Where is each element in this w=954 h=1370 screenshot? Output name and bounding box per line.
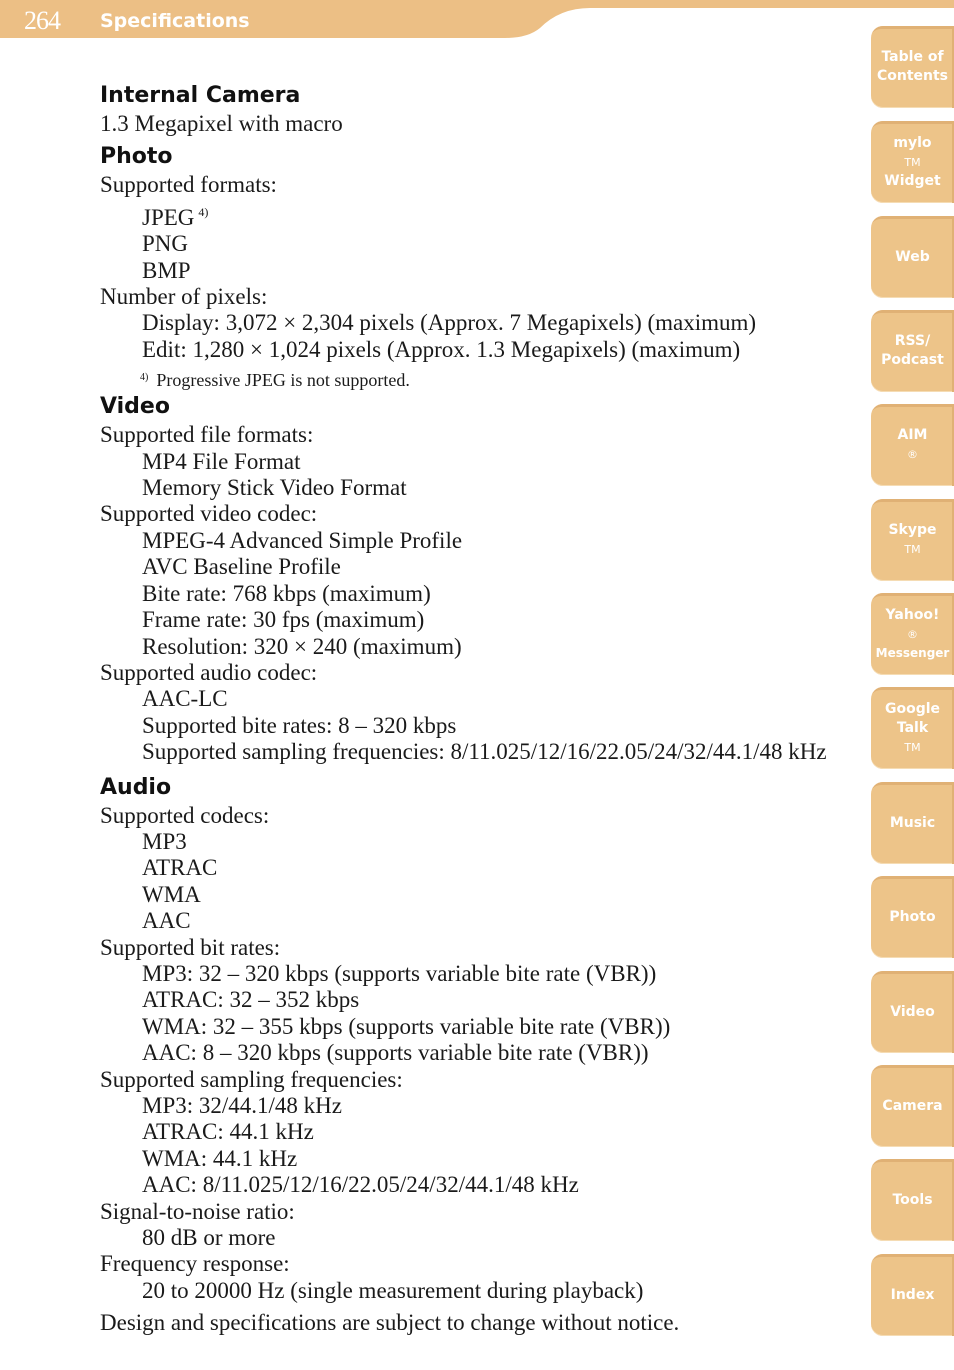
tab-photo[interactable] [871,876,954,958]
audio-bit-rates-label: Supported bit rates: [100,934,281,960]
audio-sampling-item: AAC: 8/11.025/12/16/22.05/24/32/44.1/48 kHz [142,1172,579,1198]
tab-music[interactable] [871,782,954,864]
tab-label: Table of [881,49,944,65]
video-file-format: MP4 File Format [142,448,301,474]
tab-skype[interactable] [871,499,954,581]
tab-label: Podcast [881,352,944,368]
photo-format-jpeg [100,199,860,231]
video-codec-item: Bite rate: 768 kbps (maximum) [142,580,431,606]
tab-label: Music [889,814,936,831]
spec-content [100,80,860,1337]
audio-freq-value: 20 to 20000 Hz (single measurement during playback) [142,1277,644,1303]
photo-pixels-display: Display: 3,072 × 2,304 pixels (Approx. 7 Megapixels) (maximum) [142,310,757,336]
photo-formats-label: Supported formats: [100,172,277,198]
tab-video[interactable] [871,971,954,1053]
video-codec-item: Frame rate: 30 fps (maximum) [142,607,425,633]
tab-label: Tools [892,1191,933,1208]
audio-freq-label: Frequency response: [100,1251,290,1277]
audio-sampling-item: MP3: 32/44.1/48 kHz [142,1093,342,1118]
audio-codec-item: WMA [142,881,201,907]
tab-label: Contents [876,68,949,84]
video-file-formats-label: Supported file formats: [100,422,314,448]
video-codec-item: AVC Baseline Profile [142,554,341,580]
audio-bit-rate-item: WMA: 32 – 355 kbps (supports variable bite rate (VBR)) [142,1013,671,1039]
tab-table-of-contents[interactable] [871,26,954,108]
heading-video: Video [100,394,170,420]
footnote-mark: 4) [140,372,149,384]
trademark-mark: TM [904,543,921,556]
notice-text: Design and specifications are subject to change without notice. [100,1310,680,1336]
footnote-text: Progressive JPEG is not supported. [156,370,410,391]
tab-label: Video [890,1003,935,1020]
tab-label: mylo [893,134,932,151]
registered-mark: ® [906,627,918,641]
tab-label: Index [890,1286,935,1303]
tab-camera[interactable] [871,1065,954,1147]
tab-label: Widget [884,172,941,189]
tab-yahoo-messenger[interactable] [871,593,954,675]
trademark-mark: TM [904,740,921,754]
tab-web[interactable] [871,216,954,298]
photo-pixels-edit: Edit: 1,280 × 1,024 pixels (Approx. 1.3 Megapixels) (maximum) [142,336,741,362]
camera-spec: 1.3 Megapixel with macro [100,111,343,136]
video-codec-item: MPEG-4 Advanced Simple Profile [142,527,463,553]
tab-label: Yahoo! [885,606,940,623]
audio-codec-item: ATRAC [142,855,218,881]
tab-index[interactable] [871,1254,954,1336]
audio-codec-item: AAC [142,908,191,934]
trademark-mark: TM [904,155,921,169]
photo-format-bmp: BMP [142,257,191,283]
video-file-format: Memory Stick Video Format [142,475,407,501]
audio-sampling-label: Supported sampling frequencies: [100,1066,403,1092]
footnote-reference[interactable]: 4) [198,204,209,219]
video-audio-codec-item: Supported sampling frequencies: 8/11.025/12/16/22.05/24/32/44.1/48 kHz [142,739,827,765]
photo-format-png: PNG [142,231,189,257]
tab-aim[interactable] [871,404,954,486]
heading-photo: Photo [100,144,173,170]
photo-pixels-label: Number of pixels: [100,284,268,310]
video-codec-item: Resolution: 320 × 240 (maximum) [142,633,462,659]
tab-rss-podcast[interactable] [871,310,954,392]
tab-label: Web [895,248,930,265]
heading-internal-camera: Internal Camera [100,83,301,108]
audio-snr-value: 80 dB or more [142,1225,276,1251]
registered-mark: ® [906,448,918,461]
header-band [0,0,954,40]
photo-format-jpeg-text: JPEG [142,204,195,230]
tab-label: AIM [897,427,928,443]
tab-mylo-widget[interactable] [871,121,954,203]
tab-label: Talk [896,719,929,736]
video-audio-codec-label: Supported audio codec: [100,659,318,685]
footnote [100,365,860,393]
audio-bit-rate-item: ATRAC: 32 – 352 kbps [142,987,360,1013]
audio-bit-rate-item: MP3: 32 – 320 kbps (supports variable bite rate (VBR)) [142,960,657,986]
tab-google-talk[interactable] [871,687,954,769]
tab-label: Google [884,700,941,717]
audio-sampling-item: WMA: 44.1 kHz [142,1145,298,1171]
video-audio-codec-item: Supported bite rates: 8 – 320 kbps [142,712,457,738]
audio-codec-item: MP3 [142,828,187,854]
tab-label: Messenger [875,645,950,660]
video-codec-label: Supported video codec: [100,501,318,527]
tab-label: Skype [888,522,937,538]
tab-label: RSS/ [894,333,931,349]
audio-bit-rate-item: AAC: 8 – 320 kbps (supports variable bite rate (VBR)) [142,1040,649,1066]
audio-codecs-label: Supported codecs: [100,802,270,828]
section-title: Specifications [100,10,250,32]
tab-label: Camera [882,1097,943,1114]
heading-audio: Audio [100,774,172,800]
page-number: 264 [24,6,60,35]
video-audio-codec-item: AAC-LC [142,686,228,712]
tab-tools[interactable] [871,1159,954,1241]
audio-sampling-item: ATRAC: 44.1 kHz [142,1119,314,1145]
tab-label: Photo [889,908,936,925]
audio-snr-label: Signal-to-noise ratio: [100,1198,295,1224]
